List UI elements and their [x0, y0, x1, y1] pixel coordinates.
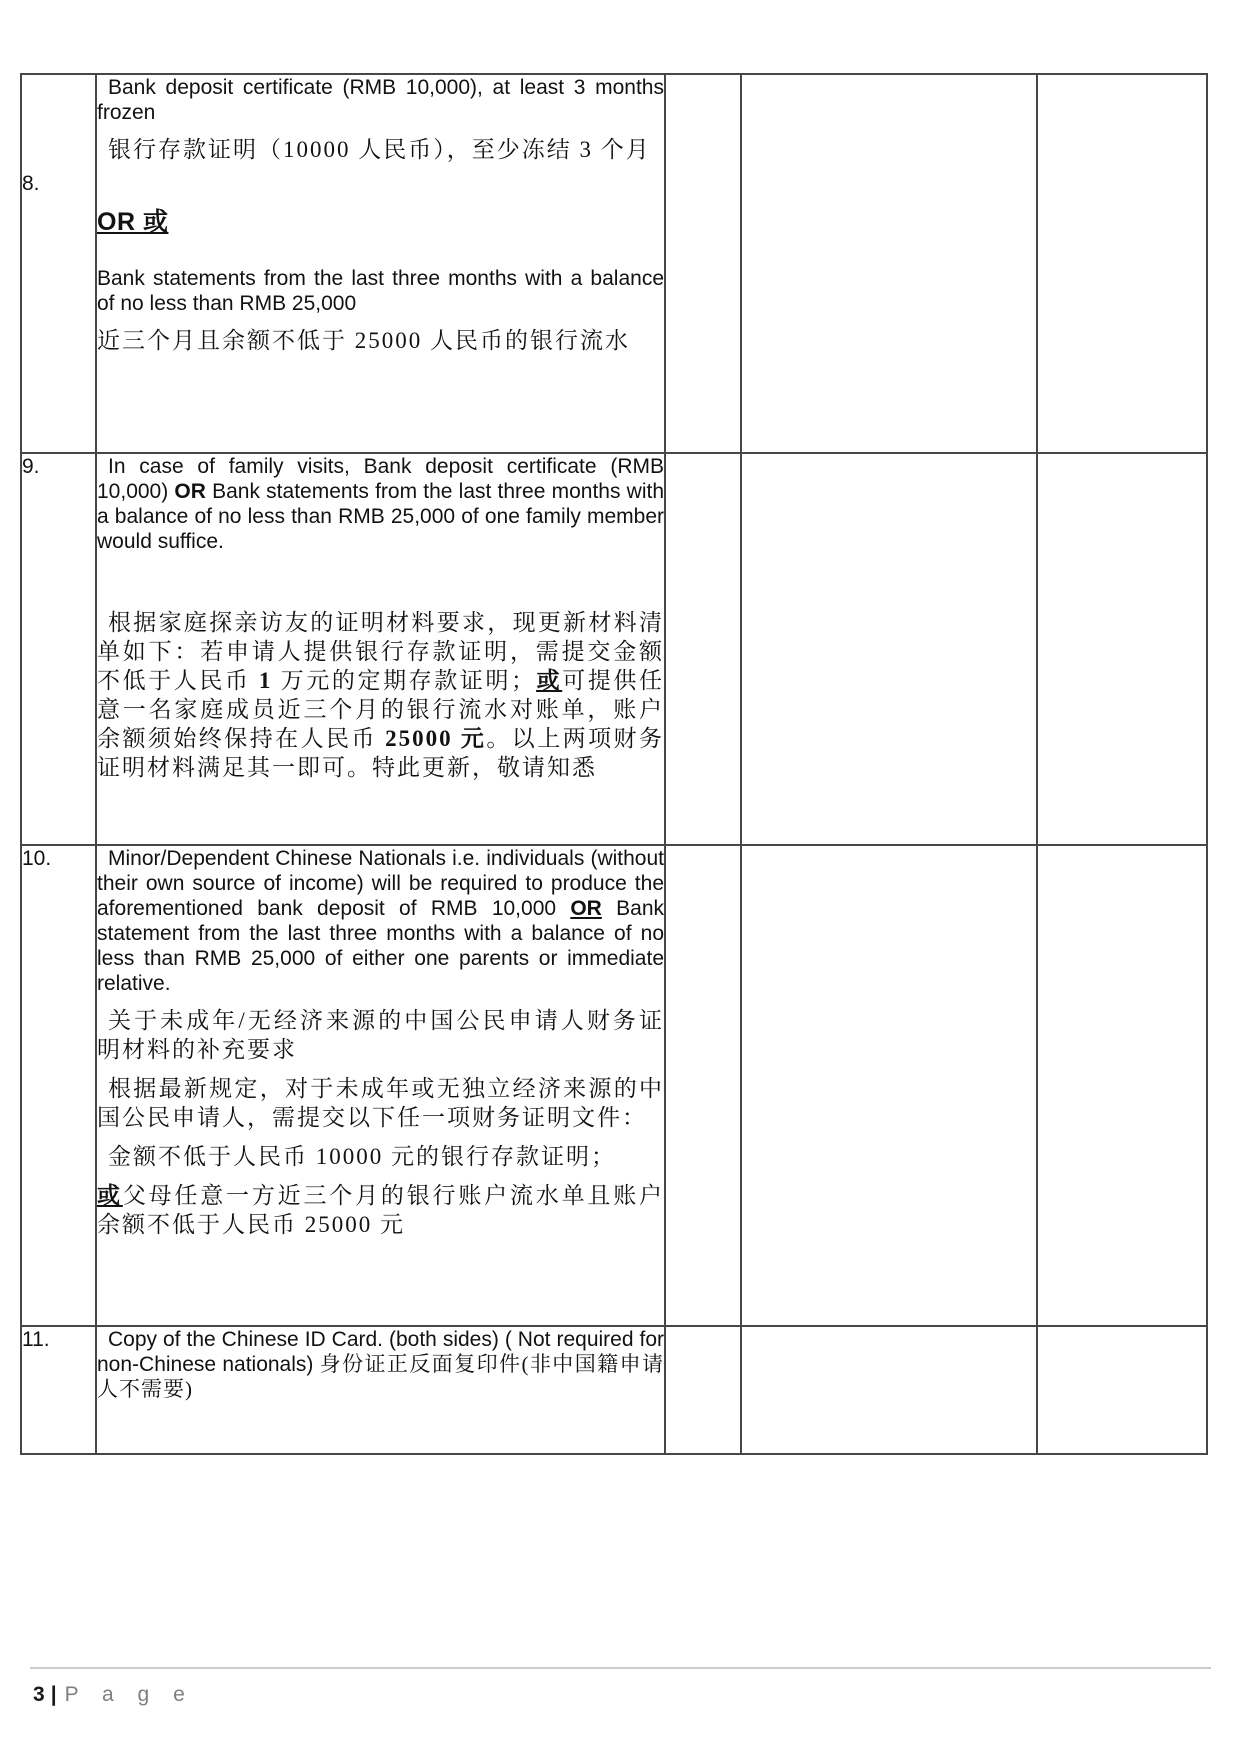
row-number-cell: 11.	[21, 1326, 96, 1454]
page-number: 3	[33, 1683, 45, 1706]
text-segment: 金额不低于人民币 10000 元的银行存款证明；	[108, 1144, 616, 1169]
paragraph	[97, 846, 664, 996]
empty-cell	[741, 1326, 1037, 1454]
paragraph	[97, 1074, 664, 1132]
description-cell	[96, 1326, 665, 1454]
empty-cell	[741, 845, 1037, 1326]
footer-rule	[30, 1667, 1211, 1669]
text-segment: Bank deposit certificate (RMB 10,000), at least 3 months frozen	[97, 76, 664, 124]
empty-cell	[665, 74, 741, 453]
row-number-cell: 10.	[21, 845, 96, 1326]
text-segment: Bank statements from the last three months with a balance of no less than RMB 25,000	[97, 267, 664, 315]
text-segment: Bank statement from the last three months with a balance of no less than RMB 25,000 of either one parents or immediate relative.	[97, 897, 664, 995]
empty-cell	[741, 453, 1037, 845]
text-segment: 万元的定期存款证明；	[272, 668, 537, 693]
paragraph	[97, 1327, 664, 1402]
paragraph	[97, 135, 664, 164]
requirements-table	[20, 73, 1208, 1455]
text-segment: 。以上两项财务证明材料满足其一即可。特此更新，敬请知悉	[97, 726, 665, 780]
description-cell	[96, 74, 665, 453]
empty-cell	[1037, 845, 1207, 1326]
text-segment: 关于未成年/无经济来源的中国公民申请人财务证明材料的补充要求	[97, 1008, 664, 1062]
table-row	[21, 453, 1207, 845]
table-row	[21, 74, 1207, 453]
description-cell	[96, 845, 665, 1326]
paragraph	[97, 266, 664, 316]
paragraph	[97, 608, 664, 782]
paragraph	[97, 208, 664, 236]
text-segment: 1	[258, 668, 273, 693]
text-segment: 根据家庭探亲访友的证明材料要求，现更新材料清单如下：若申请人提供银行存款证明，需提交金额不低于人民币	[97, 610, 664, 693]
text-segment: Copy of the Chinese ID Card. (both sides) ( Not required for non-Chinese nationals)	[97, 1328, 664, 1376]
paragraph	[97, 75, 664, 125]
text-segment: 父母任意一方近三个月的银行账户流水单且账户余额不低于人民币 25000 元	[97, 1183, 665, 1237]
empty-cell	[665, 845, 741, 1326]
paragraph	[97, 454, 664, 554]
empty-cell	[1037, 74, 1207, 453]
text-segment: Minor/Dependent Chinese Nationals i.e. individuals (without their own source of income) will be required to produce the aforementioned bank deposit of RMB 10,000	[97, 847, 664, 920]
empty-cell	[741, 74, 1037, 453]
text-segment: OR	[174, 480, 206, 503]
table-row	[21, 1326, 1207, 1454]
text-segment: 根据最新规定，对于未成年或无独立经济来源的中国公民申请人，需提交以下任一项财务证明文件：	[97, 1076, 664, 1130]
text-segment: 可提供任意一名家庭成员近三个月的银行流水对账单，账户余额须始终保持在人民币	[97, 668, 665, 751]
empty-cell	[665, 1326, 741, 1454]
table-row	[21, 845, 1207, 1326]
paragraph	[97, 1181, 664, 1239]
text-segment: 25000 元	[385, 726, 487, 751]
row-number-cell: 8.	[21, 74, 96, 453]
text-segment: 或	[536, 668, 563, 693]
paragraph	[97, 1006, 664, 1064]
footer-separator: |	[50, 1683, 57, 1706]
footer-page-label: P a g e	[64, 1683, 194, 1706]
paragraph	[97, 326, 664, 355]
text-segment: 近三个月且余额不低于 25000 人民币的银行流水	[97, 328, 630, 353]
empty-cell	[665, 453, 741, 845]
page-footer	[33, 1680, 194, 1710]
text-segment: Bank statements from the last three months with a balance of no less than RMB 25,000 of one family member would suffice.	[97, 480, 664, 553]
text-segment: In case of family visits, Bank deposit certificate (RMB 10,000)	[97, 455, 664, 503]
description-cell	[96, 453, 665, 845]
text-segment: OR	[570, 897, 602, 920]
paragraph	[97, 1142, 664, 1171]
text-segment: OR 或	[97, 208, 169, 236]
text-segment: 银行存款证明（10000 人民币），至少冻结 3 个月	[108, 137, 651, 162]
text-segment: 身份证正反面复印件(非中国籍申请人不需要)	[97, 1352, 664, 1401]
row-number-cell: 9.	[21, 453, 96, 845]
empty-cell	[1037, 453, 1207, 845]
text-segment: 或	[97, 1183, 123, 1208]
empty-cell	[1037, 1326, 1207, 1454]
